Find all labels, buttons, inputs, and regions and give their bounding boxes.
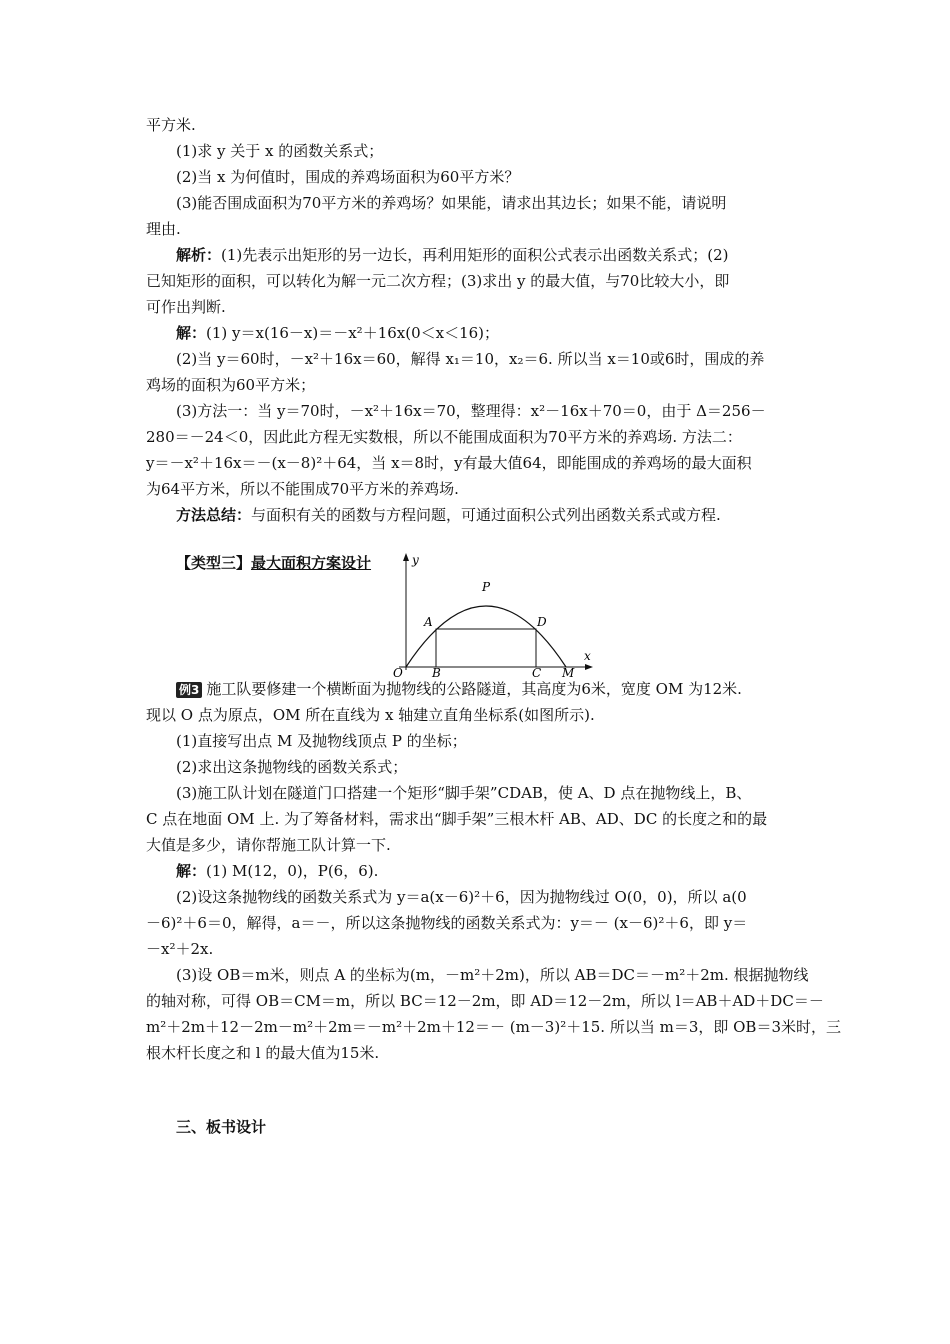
text-line: 可作出判断. — [146, 298, 226, 316]
text-line: C 点在地面 OM 上. 为了筹备材料，需求出“脚手架”三根木杆 AB、AD、DC 的长度之和的最 — [146, 810, 768, 828]
label-y: y — [412, 553, 419, 567]
label-m: M — [562, 666, 575, 678]
text-line: 为64平方米，所以不能围成70平方米的养鸡场. — [146, 480, 459, 498]
example-text: 施工队要修建一个横断面为抛物线的公路隧道，其高度为6米，宽度 OM 为12米. — [206, 680, 742, 698]
summary-text: 与面积有关的函数与方程问题，可通过面积公式列出函数关系式或方程. — [251, 506, 721, 524]
summary-label: 方法总结： — [176, 506, 252, 524]
label-x: x — [584, 649, 591, 663]
solution-label: 解： — [176, 862, 207, 880]
label-o: O — [393, 666, 403, 678]
solution-label: 解： — [176, 324, 207, 342]
text-line: (2)当 x 为何值时，围成的养鸡场面积为60平方米？ — [176, 168, 520, 186]
example-badge: 例3 — [176, 682, 202, 698]
y-arrow — [403, 553, 409, 561]
text-line: 根木杆长度之和 l 的最大值为15米. — [146, 1044, 380, 1062]
figure — [146, 550, 814, 676]
solution-line — [146, 858, 814, 884]
summary-line — [146, 502, 814, 528]
board-design-heading: 三、板书设计 — [176, 1118, 267, 1136]
text-line: (1)求 y 关于 x 的函数关系式； — [176, 142, 384, 160]
text-line: 大值是多少，请你帮施工队计算一下. — [146, 836, 391, 854]
analysis-line — [146, 242, 814, 268]
text-line: (3)设 OB＝m米，则点 A 的坐标为(m，－m²＋2m)，所以 AB＝DC＝－m²＋2m. 根据抛物线 — [176, 966, 809, 984]
text-line: (3)方法一：当 y＝70时，－x²＋16x＝70，整理得：x²－16x＋70＝0，由于 Δ＝256－ — [176, 402, 766, 420]
text-line: y＝－x²＋16x＝－(x－8)²＋64，当 x＝8时，y有最大值64，即能围成的养鸡场的最大面积 — [146, 454, 752, 472]
text-line: －x²＋2x. — [146, 940, 214, 958]
section-bracket: 【类型三】 — [176, 554, 252, 572]
solution-text: (1) M(12，0)，P(6，6). — [206, 862, 379, 880]
label-a: A — [424, 615, 433, 629]
text-line: 理由. — [146, 220, 181, 238]
analysis-label: 解析： — [176, 246, 222, 264]
label-b: B — [432, 666, 441, 678]
text-line: (2)设这条抛物线的函数关系式为 y＝a(x－6)²＋6，因为抛物线过 O(0，0)，所以 a(0 — [176, 888, 747, 906]
analysis-text: (1)先表示出矩形的另一边长，再利用矩形的面积公式表示出函数关系式；(2) — [221, 246, 729, 264]
x-arrow — [585, 664, 593, 670]
text-line: 鸡场的面积为60平方米； — [146, 376, 316, 394]
label-p: P — [482, 580, 491, 594]
example-line — [146, 676, 814, 702]
document-page — [146, 112, 841, 1140]
text-line: 已知矩形的面积，可以转化为解一元二次方程；(3)求出 y 的最大值，与70比较大小，即 — [146, 272, 730, 290]
solution-line — [146, 320, 814, 346]
solution-text: (1) y＝x(16－x)＝－x²＋16x(0＜x＜16)； — [206, 324, 500, 342]
text-line: (3)施工队计划在隧道门口搭建一个矩形“脚手架”CDAB，使 A、D 点在抛物线上，B、 — [176, 784, 752, 802]
text-line: (2)求出这条抛物线的函数关系式； — [176, 758, 408, 776]
text-line: (2)当 y＝60时，－x²＋16x＝60，解得 x₁＝10，x₂＝6. 所以当 x＝10或6时，围成的养 — [176, 350, 765, 368]
text-line: m²＋2m＋12－2m－m²＋2m＝－m²＋2m＋12＝－ (m－3)²＋15. 所以当 m＝3，即 OB＝3米时，三 — [146, 1018, 841, 1036]
scaffold-rect — [436, 629, 536, 667]
text-line: －6)²＋6＝0，解得，a＝－，所以这条抛物线的函数关系式为：y＝－ (x－6)²＋6，即 y＝ — [146, 914, 748, 932]
parabola-diagram — [379, 550, 599, 678]
section-title: 最大面积方案设计 — [251, 554, 372, 572]
text-line: (3)能否围成面积为70平方米的养鸡场？如果能，请求出其边长；如果不能，请说明 — [176, 194, 727, 212]
text-line: 的轴对称，可得 OB＝CM＝m，所以 BC＝12－2m，即 AD＝12－2m，所以 l＝AB＋AD＋DC＝－ — [146, 992, 824, 1010]
text-line: 现以 O 点为原点，OM 所在直线为 x 轴建立直角坐标系(如图所示). — [146, 706, 595, 724]
text-line: 280＝－24＜0，因此此方程无实数根，所以不能围成面积为70平方米的养鸡场. 方法二： — [146, 428, 742, 446]
text-line: 平方米. — [146, 116, 196, 134]
label-c: C — [532, 666, 542, 678]
label-d: D — [537, 615, 547, 629]
text-line: (1)直接写出点 M 及抛物线顶点 P 的坐标； — [176, 732, 467, 750]
